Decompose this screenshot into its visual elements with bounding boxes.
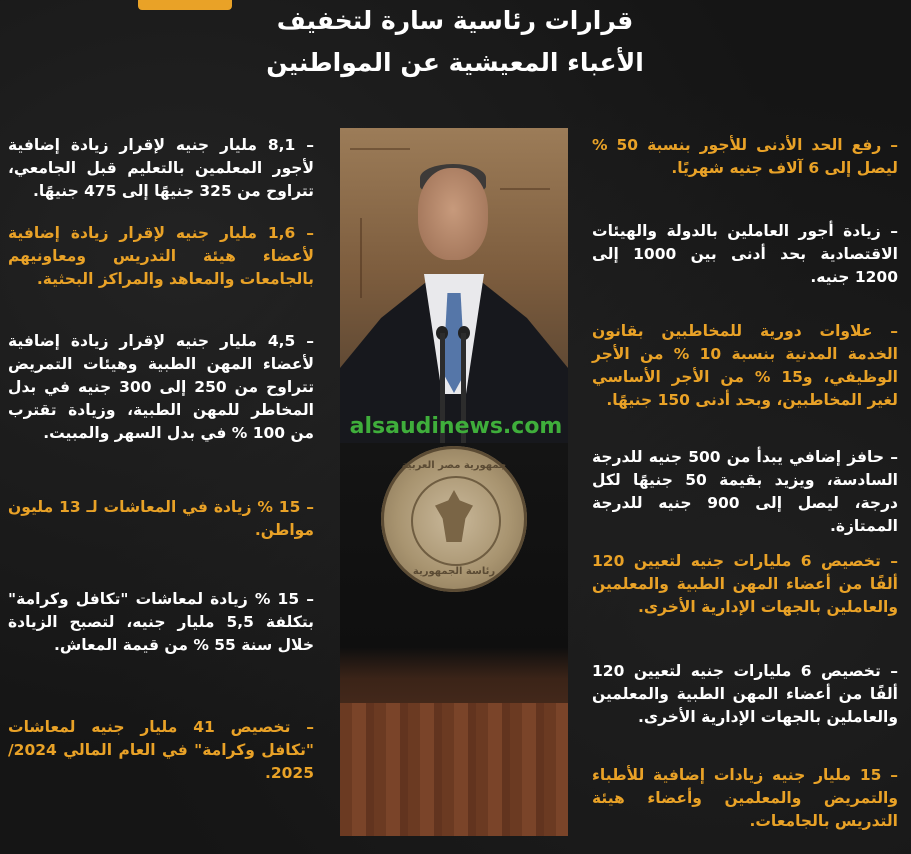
seal-bottom-text: رئاسة الجمهورية [412,566,496,577]
seal-top-text: جمهورية مصر العربية [401,460,507,471]
left-item-4: – 15 % زيادة في المعاشات لـ 13 مليون مواطن. [8,498,314,539]
map-decoration [360,218,362,298]
left-item-2: – 1,6 مليار جنيه لإقرار زيادة إضافية لأعضاء هيئة التدريس ومعاونيهم بالجامعات والمعاهد والمراكز البحثية. [8,224,314,288]
map-decoration [350,148,410,150]
presidential-seal-icon [381,446,527,592]
page-title-line2: الأعباء المعيشية عن المواطنين [266,48,644,77]
left-item-6: – تخصيص 41 مليار جنيه لمعاشات "تكافل وكرامة" في العام المالي 2024/ 2025. [8,718,315,782]
right-item-4: – حافز إضافي يبدأ من 500 جنيه للدرجة السادسة، ويزيد بقيمة 50 جنيهًا لكل درجة، ليصل إلى 900 جنيه للدرجة الممتازة. [592,448,898,535]
watermark: alsaudinews.com [349,414,563,439]
left-item-1: – 8,1 مليار جنيه لإقرار زيادة إضافية لأجور المعلمين بالتعليم قبل الجامعي، تتراوح من 325 جنيهًا إلى 475 جنيهًا. [8,136,314,200]
right-item-3: – علاوات دورية للمخاطبين بقانون الخدمة المدنية بنسبة 10 % من الأجر الوظيفي، و15 % من الأجر الأساسي لغير المخاطبين، وبحد أدنى 150 جنيهًا. [592,322,898,409]
page-title-line1: قرارات رئاسية سارة لتخفيف [276,6,634,35]
right-item-2: – زيادة أجور العاملين بالدولة والهيئات الاقتصادية بحد أدنى بين 1000 إلى 1200 جنيه. [592,222,898,286]
map-decoration [500,188,550,190]
left-item-5: – 15 % زيادة لمعاشات "تكافل وكرامة" بتكلفة 5,5 مليار جنيه، لتصبح الزيادة خلال سنة 55 % من قيمة المعاش. [8,590,314,654]
right-item-5: – تخصيص 6 مليارات جنيه لتعيين 120 ألفًا من أعضاء المهن الطبية والمعلمين والعاملين بالجهات الإدارية الأخرى. [592,552,898,616]
face [418,168,488,260]
president-photo [340,128,568,836]
right-item-6: – تخصيص 6 مليارات جنيه لتعيين 120 ألفًا من أعضاء المهن الطبية والمعلمين والعاملين بالجهات الإدارية الأخرى. [592,662,898,726]
right-item-1: – رفع الحد الأدنى للأجور بنسبة 50 % ليصل إلى 6 آلاف جنيه شهريًا. [592,136,898,177]
left-item-3: – 4,5 مليار جنيه لإقرار زيادة إضافية لأعضاء المهن الطبية وهيئات التمريض تتراوح من 250 إلى 300 جنيه في بدل المخاطر للمهن الطبية، وزيادة تقترب من 100 % في بدل السهر والمبيت. [8,332,315,442]
podium-wood [340,703,568,836]
right-item-7: – 15 مليار جنيه زيادات إضافية للأطباء والتمريض والمعلمين وأعضاء هيئة التدريس بالجامعات. [592,766,898,830]
